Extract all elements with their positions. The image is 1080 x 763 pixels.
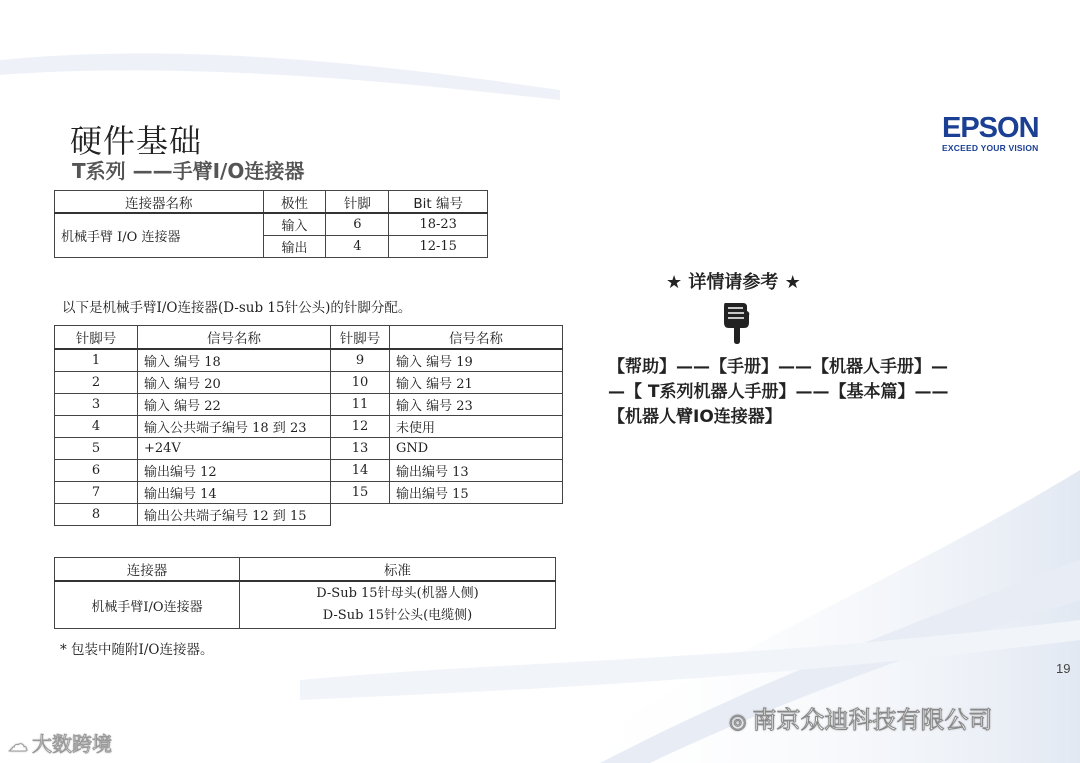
header-connector: 连接器 [55,558,240,582]
pin-cell: 1 [55,349,138,372]
signal-cell: 输入 编号 21 [390,372,563,394]
table-row [55,394,563,416]
reference-line: 【机器人臂IO连接器】 [608,407,782,427]
table-row [55,438,563,460]
logo-brand: EPSON [942,112,1039,144]
pin-cell: 4 [55,416,138,438]
signal-cell: 输入 编号 23 [390,394,563,416]
empty-cell [331,504,563,526]
table-header-row [55,326,563,350]
reference-line: —【 T系列机器人手册】——【基本篇】—— [608,382,949,402]
brand-watermark [8,728,112,757]
pin-cell: 9 [331,349,390,372]
signal-cell: 未使用 [390,416,563,438]
table-row [55,372,563,394]
header-pin-no: 针脚号 [331,326,390,350]
pin-cell: 13 [331,438,390,460]
pin-cell: 6 [55,460,138,482]
pin-cell: 14 [331,460,390,482]
page-subtitle: T系列 ——手臂I/O连接器 [72,159,305,183]
table-row [55,460,563,482]
brand-watermark-text: 大数跨境 [32,732,112,756]
pin-cell: 11 [331,394,390,416]
pin-cell: 15 [331,482,390,504]
signal-cell: 输出公共端子编号 12 到 15 [138,504,331,526]
header-polarity: 极性 [263,191,326,214]
bits-cell: 12-15 [389,236,488,258]
pointing-down-hand-icon [721,301,751,345]
signal-cell: 输出编号 12 [138,460,331,482]
company-watermark [729,700,992,735]
table-row [55,581,556,629]
page-number: 19 [1056,661,1071,676]
reference-line: 【帮助】——【手册】——【机器人手册】— [608,357,948,377]
pin-cell: 3 [55,394,138,416]
standard-male: D-Sub 15针公头(电缆侧) [322,608,473,623]
connector-standard-table [54,557,556,629]
page-title: 硬件基础 [70,122,203,160]
connector-name-cell: 机械手臂I/O连接器 [55,581,240,629]
header-pins: 针脚 [326,191,389,214]
pin-cell: 10 [331,372,390,394]
pins-cell: 4 [326,236,389,258]
standard-female: D-Sub 15针母头(机器人侧) [316,586,479,601]
table-row [55,349,563,372]
pin-cell: 5 [55,438,138,460]
pin-cell: 7 [55,482,138,504]
signal-cell: 输入 编号 18 [138,349,331,372]
signal-cell: 输出编号 15 [390,482,563,504]
header-pin-no: 针脚号 [55,326,138,350]
header-signal-name: 信号名称 [138,326,331,350]
connector-name-cell: 机械手臂 I/O 连接器 [55,213,264,258]
polarity-cell: 输入 [263,213,326,236]
reference-path [608,355,949,430]
table-row [55,416,563,438]
wechat-icon: ◎ [729,709,747,733]
table-row [55,213,488,236]
footnote: * 包装中随附I/O连接器。 [60,642,214,658]
table-row [55,482,563,504]
header-standard: 标准 [240,558,556,582]
header-signal-name: 信号名称 [390,326,563,350]
reference-heading: ★ 详情请参考 ★ [666,272,801,293]
pin-cell: 2 [55,372,138,394]
signal-cell: 输入 编号 19 [390,349,563,372]
connector-summary-table [54,190,488,258]
polarity-cell: 输出 [263,236,326,258]
signal-cell: +24V [138,438,331,460]
signal-cell: 输入公共端子编号 18 到 23 [138,416,331,438]
intro-text: 以下是机械手臂I/O连接器(D-sub 15针公头)的针脚分配。 [62,300,412,316]
signal-cell: 输入 编号 20 [138,372,331,394]
header-bit-number: Bit 编号 [389,191,488,214]
signal-cell: 输出编号 14 [138,482,331,504]
table-row [55,504,563,526]
pin-assignment-table [54,325,563,526]
pins-cell: 6 [326,213,389,236]
logo-tagline: EXCEED YOUR VISION [942,143,1039,153]
table-header-row [55,191,488,214]
brand-icon: ☁ [8,732,28,756]
company-watermark-text: 南京众迪科技有限公司 [752,706,993,734]
standard-cell [240,581,556,629]
header-connector-name: 连接器名称 [55,191,264,214]
signal-cell: 输出编号 13 [390,460,563,482]
signal-cell: 输入 编号 22 [138,394,331,416]
table-header-row [55,558,556,582]
pin-cell: 12 [331,416,390,438]
bits-cell: 18-23 [389,213,488,236]
epson-logo [942,114,1039,153]
pin-cell: 8 [55,504,138,526]
signal-cell: GND [390,438,563,460]
